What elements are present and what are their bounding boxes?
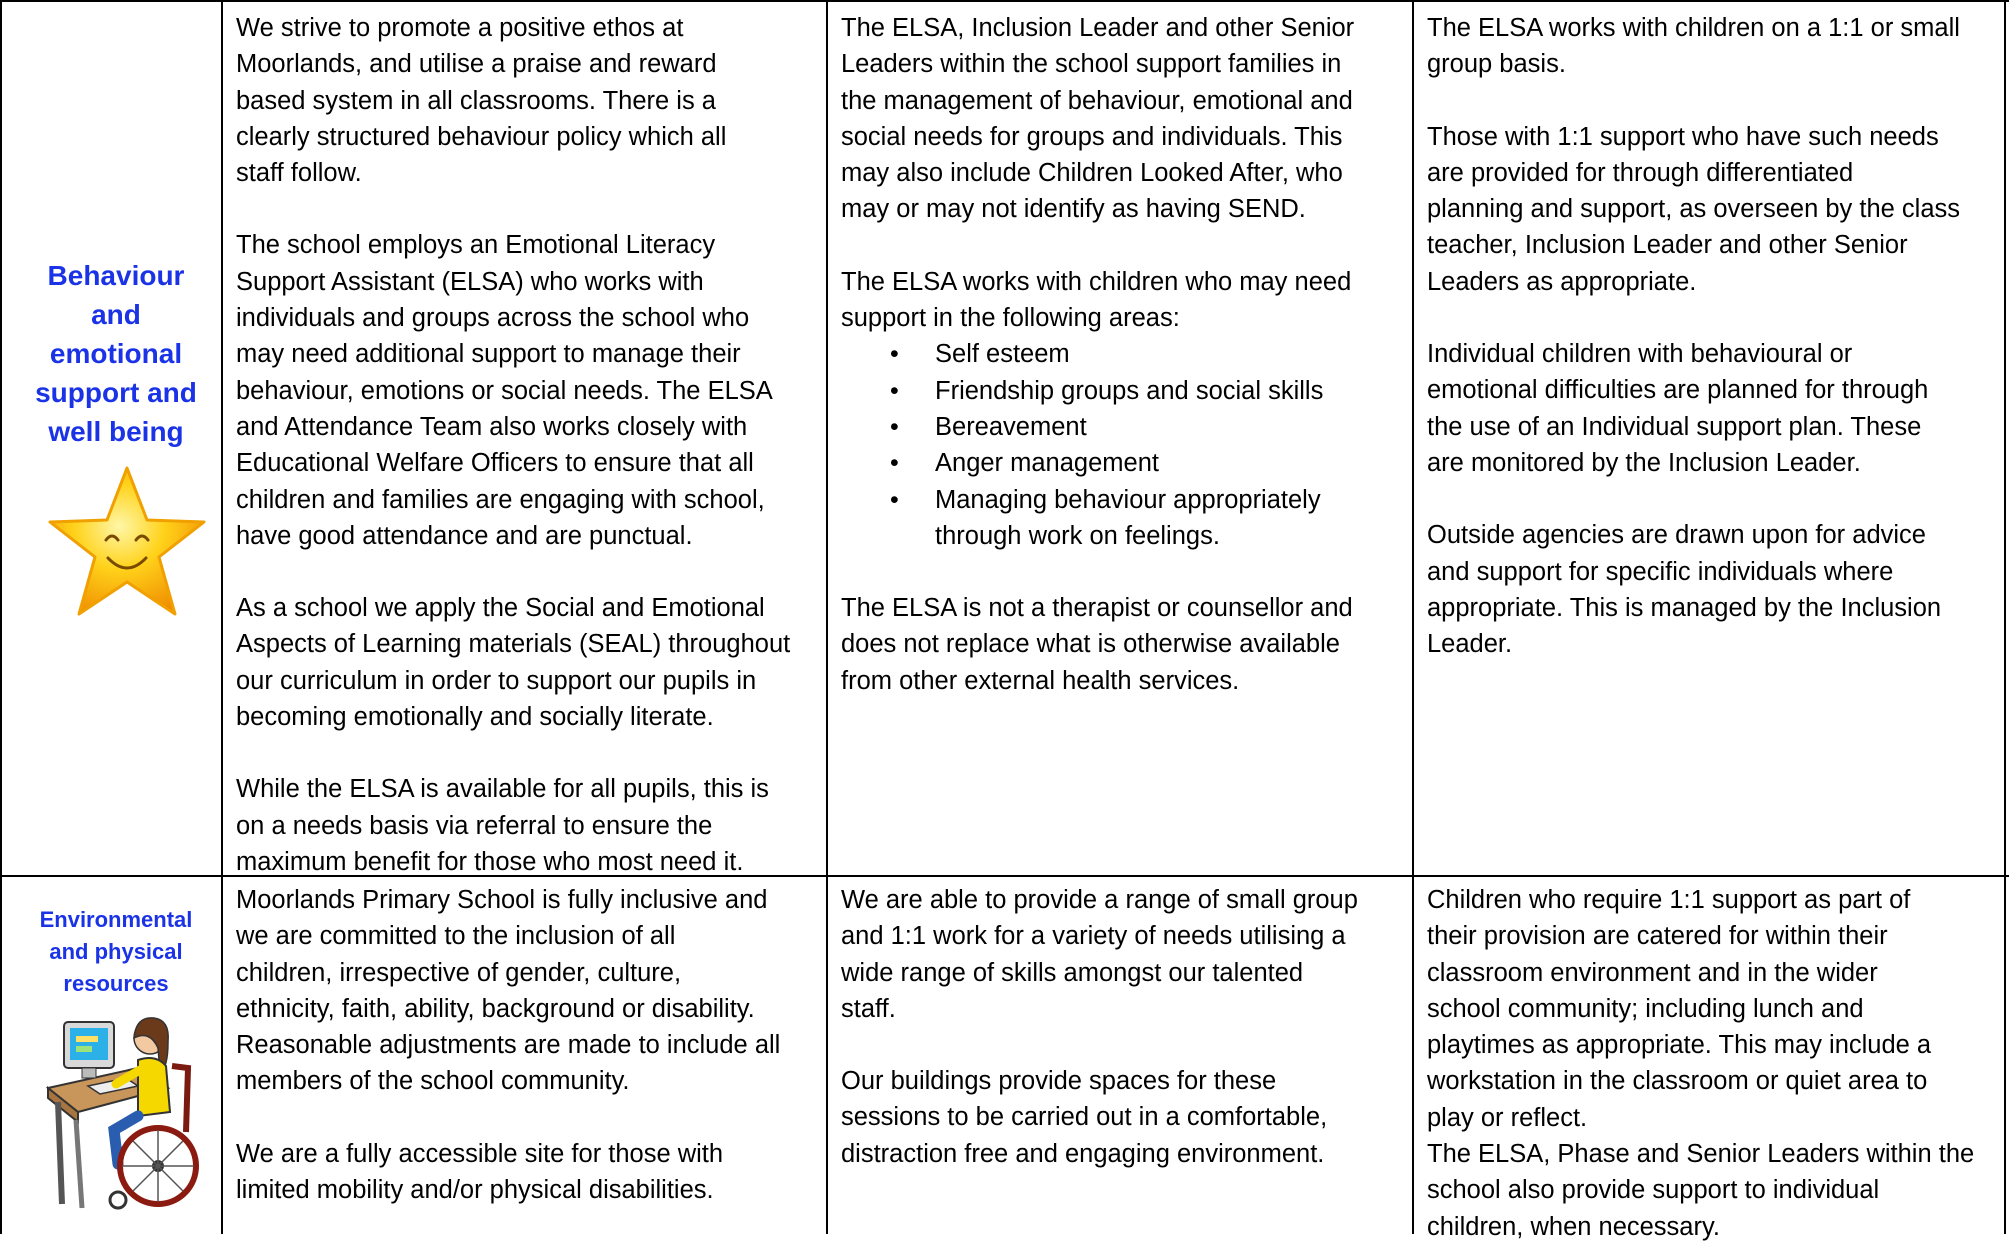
paragraph: While the ELSA is available for all pupils, this is on a needs basis via referral to ensure the maximum benefit for those who most need it. xyxy=(236,775,769,876)
paragraph: Those with 1:1 support who have such needs are provided for through differentiated planning and support, as overseen by the class teacher, Inclusion Leader and other Senior Leaders as appropriate. xyxy=(1427,122,1961,296)
paragraph: The ELSA works with children who may need support in the following areas: xyxy=(841,267,1352,333)
paragraph: We strive to promote a positive ethos at Moorlands, and utilise a praise and reward based system in all classrooms. There is a clearly structured behaviour policy which all staff follow. xyxy=(236,14,727,188)
paragraph: Outside agencies are drawn upon for advice and support for specific individuals where appropriate. This is managed by the Inclusion Leader. xyxy=(1427,521,1942,659)
row2-col1-cell xyxy=(236,882,821,1208)
child-in-wheelchair-at-computer-icon xyxy=(38,1008,218,1218)
list-item: • Anger management xyxy=(935,445,1406,481)
column-divider-3 xyxy=(1412,0,1414,1234)
table-border-left xyxy=(0,0,2,1234)
paragraph: The ELSA works with children on a 1:1 or small group basis. xyxy=(1427,14,1960,79)
row-title-behaviour: Behaviour and emotional support and well being xyxy=(35,260,197,447)
smiling-star-icon xyxy=(44,462,210,628)
row1-col1-cell xyxy=(236,10,821,880)
list-item: • Friendship groups and social skills xyxy=(935,373,1406,409)
column-divider-1 xyxy=(221,0,223,1234)
paragraph: The ELSA, Inclusion Leader and other Senior Leaders within the school support families in the management of behaviour, emotional and social needs for groups and individuals. This may also include Children Looked After, who may or may not identify as having SEND. xyxy=(841,14,1355,224)
paragraph: Individual children with behavioural or emotional difficulties are planned for through the use of an Individual support plan. These are monitored by the Inclusion Leader. xyxy=(1427,340,1929,477)
paragraph: Children who require 1:1 support as part of their provision are catered for within their classroom environment and in the wider school community; including lunch and playtimes as appropriate. This may include a workstation in the classroom or quiet area to play or reflect. The ELSA, Phase and Senior Leaders within the school also provide support to individual children, when necessary. xyxy=(1427,886,1975,1241)
row1-col2-cell xyxy=(841,10,1406,699)
row2-col3-cell xyxy=(1427,882,2002,1245)
column-divider-2 xyxy=(826,0,828,1234)
list-item: • Self esteem xyxy=(935,336,1406,372)
row-title-environmental: Environmental and physical resources xyxy=(39,907,193,996)
paragraph: The school employs an Emotional Literacy Support Assistant (ELSA) who works with individuals and groups across the school who may need additional support to manage their behaviour, emotions or social needs. The ELSA and Attendance Team also works closely with Educational Welfare Officers to ensure that all children and families are engaging with school, have good attendance and are punctual. xyxy=(236,231,773,550)
paragraph: We are a fully accessible site for those with limited mobility and/or physical disabilities. xyxy=(236,1139,724,1205)
table-border-top xyxy=(0,0,2009,2)
table-border-right xyxy=(2004,0,2006,1234)
paragraph: Moorlands Primary School is fully inclusive and we are committed to the inclusion of all children, irrespective of gender, culture, ethnicity, faith, ability, background or disability. Reasonable adjustments are made to include all members of the school community. xyxy=(236,886,781,1096)
paragraph: Our buildings provide spaces for these sessions to be carried out in a comfortable, distraction free and engaging environment. xyxy=(841,1067,1328,1168)
row1-col3-cell xyxy=(1427,10,2002,662)
paragraph: As a school we apply the Social and Emotional Aspects of Learning materials (SEAL) throughout our curriculum in order to support our pupils in becoming emotionally and socially literate. xyxy=(236,594,791,732)
list-item: • Managing behaviour appropriately through work on feelings. xyxy=(935,482,1406,555)
row2-col2-cell xyxy=(841,882,1406,1172)
list-item: • Bereavement xyxy=(935,409,1406,445)
paragraph: We are able to provide a range of small group and 1:1 work for a variety of needs utilising a wide range of skills amongst our talented staff. xyxy=(841,886,1358,1023)
paragraph: The ELSA is not a therapist or counsellor and does not replace what is otherwise available from other external health services. xyxy=(841,594,1353,695)
support-areas-list xyxy=(841,336,1406,554)
